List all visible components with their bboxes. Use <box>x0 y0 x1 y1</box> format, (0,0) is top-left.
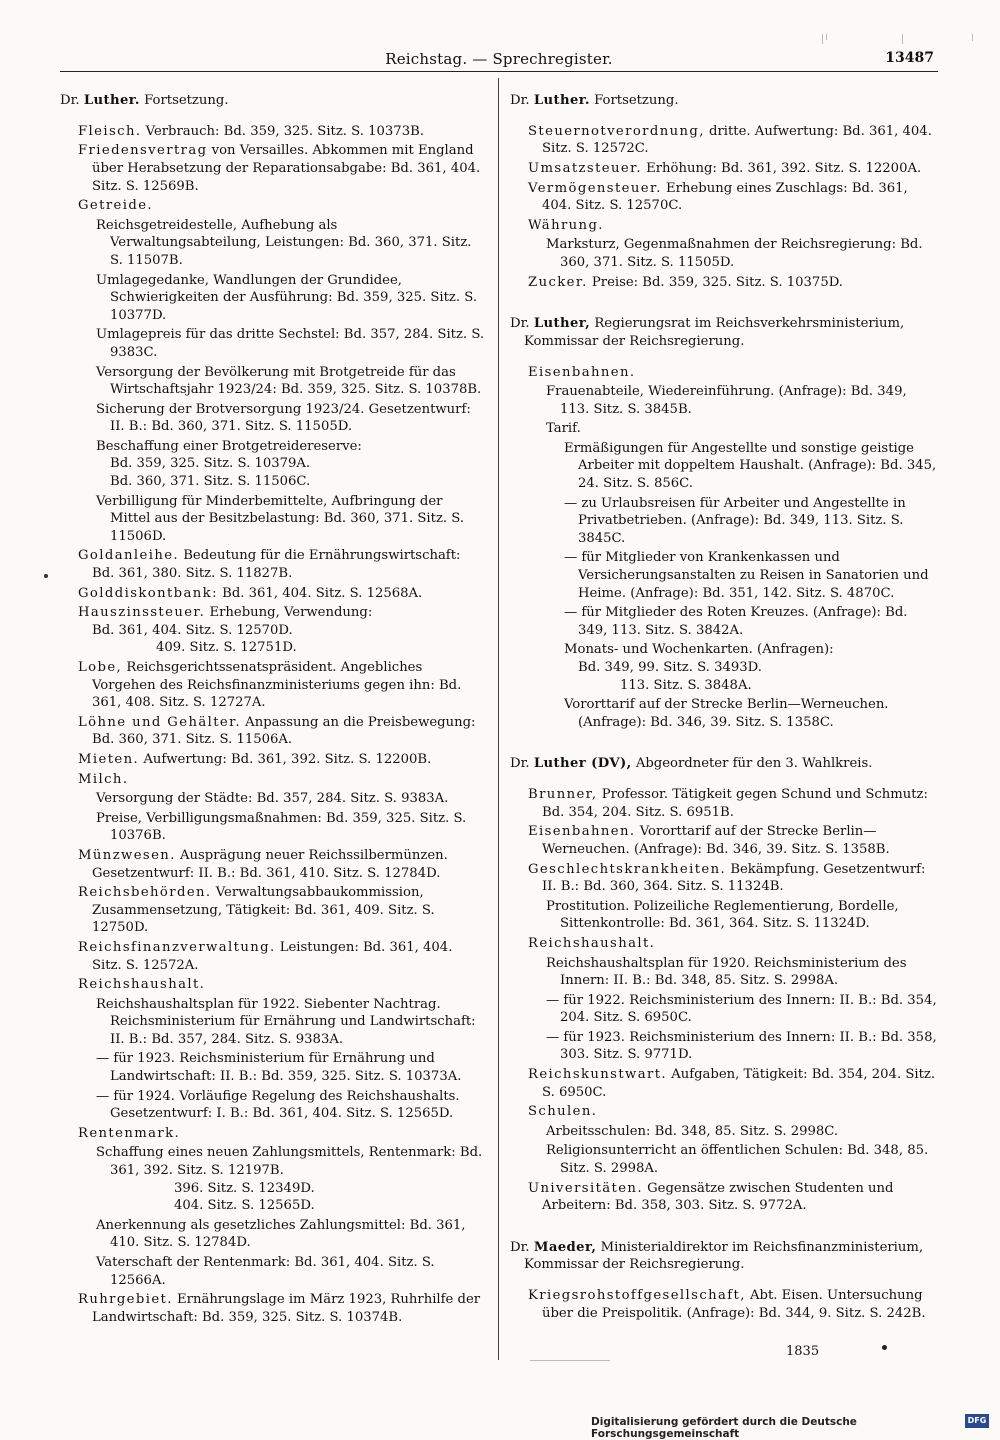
continuation-note: Fortsetzung. <box>594 93 679 108</box>
title-dr: Dr. <box>510 756 530 772</box>
keyword: Fleisch. <box>78 123 142 139</box>
footer-number: 1835 <box>786 1344 820 1359</box>
speaker-name: Luther. <box>533 93 590 108</box>
entry-text: Verbrauch: Bd. 359, 325. Sitz. S. 10373B. <box>145 123 424 139</box>
keyword: Mieten. <box>78 751 140 767</box>
title-dr: Dr. <box>60 93 80 108</box>
entry <box>528 217 938 235</box>
subentry: Prostitution. Polizeiliche Reglementierung, Bordelle, Sittenkontrolle: Bd. 361, 364. Sitz. S. 11324D. <box>546 898 899 932</box>
subentry: — zu Urlaubsreisen für Arbeiter und Angestellte in Privatbetrieben. (Anfrage): Bd. 349, 113. Sitz. S. 3845C. <box>564 495 906 546</box>
reference-line: 113. Sitz. S. 3848A. <box>620 677 752 693</box>
speaker-name: Luther (DV), <box>533 756 632 772</box>
keyword: Hauszinssteuer. <box>78 605 206 621</box>
keyword: Milch. <box>78 771 129 787</box>
keyword: Umsatzsteuer. <box>528 160 642 176</box>
entry-text: Ernährungslage im März 1923, Ruhrhilfe der Landwirtschaft: Bd. 359, 325. Sitz. S. 10374B. <box>92 1292 481 1325</box>
entry-text: Leistungen: Bd. 361, 404. Sitz. S. 12572A. <box>92 939 453 973</box>
subentry: Beschaffung einer Brotgetreidereserve: <box>96 438 362 454</box>
keyword: Goldanleihe. <box>78 548 180 564</box>
entry-text: Aufgaben, Tätigkeit: Bd. 354, 204. Sitz. S. 6950C. <box>542 1067 936 1100</box>
entry <box>78 751 486 769</box>
entry <box>528 123 938 158</box>
entry <box>78 1291 486 1326</box>
right-column <box>510 92 938 1322</box>
keyword: Schulen. <box>528 1104 598 1120</box>
entry <box>528 1287 938 1322</box>
subentry: Versorgung der Bevölkerung mit Brotgetreide für das Wirtschaftsjahr 1923/24: Bd. 359, 325. Sitz. S. 10378B. <box>96 364 482 398</box>
column-divider <box>498 78 499 1360</box>
entry-text: Bd. 361, 404. Sitz. S. 12568A. <box>222 585 423 601</box>
speaker-heading <box>510 92 938 110</box>
keyword: Rentenmark. <box>78 1125 181 1141</box>
entry-text: Professor. Tätigkeit gegen Schund und Schmutz: Bd. 354, 204. Sitz. S. 6951B. <box>542 787 928 820</box>
speaker-name: Luther. <box>83 93 140 108</box>
scan-marks <box>822 34 982 48</box>
subentry: Vororttarif auf der Strecke Berlin—Werneuchen. (Anfrage): Bd. 346, 39. Sitz. S. 1358C. <box>564 697 889 730</box>
subentry-group <box>546 955 938 1065</box>
entry <box>78 123 486 141</box>
entry <box>528 861 938 896</box>
entry <box>78 142 486 195</box>
subentry-group <box>546 236 938 271</box>
subentry-group <box>564 440 938 732</box>
subentry: — für 1923. Reichsministerium für Ernährung und Landwirtschaft: II. B.: Bd. 359, 325. Sitz. S. 10373A. <box>96 1051 462 1085</box>
subentry: Vaterschaft der Rentenmark: Bd. 361, 404. Sitz. S. 12566A. <box>96 1255 435 1288</box>
entry <box>528 1103 938 1121</box>
left-column <box>60 92 486 1326</box>
entry <box>528 786 938 821</box>
entry <box>78 197 486 215</box>
keyword: Eisenbahnen. <box>528 824 636 840</box>
speaker-name: Maeder, <box>533 1239 597 1255</box>
subentry-group <box>96 790 486 845</box>
entry-group <box>78 123 486 1327</box>
speaker-role: Abgeordneter für den 3. Wahlkreis. <box>635 756 873 772</box>
entry <box>78 604 486 622</box>
entry <box>528 1180 938 1215</box>
subentry: — für Mitglieder des Roten Kreuzes. (Anfrage): Bd. 349, 113. Sitz. S. 3842A. <box>564 605 908 638</box>
entry-text: von Versailles. Abkommen mit England über Herabsetzung der Reparationsabgabe: Bd. 361, 404. Sitz. S. 12569B. <box>92 143 481 194</box>
keyword: Getreide. <box>78 198 154 214</box>
subentry-group <box>96 217 486 546</box>
subentry: Anerkennung als gesetzliches Zahlungsmittel: Bd. 361, 410. Sitz. S. 12784D. <box>96 1217 466 1251</box>
subentry: — für Mitglieder von Krankenkassen und Versicherungsanstalten zu Reisen in Sanatorien und Heime. (Anfrage): Bd. 351, 142. Sitz. S. 4870C. <box>564 550 929 601</box>
subentry: Tarif. <box>546 421 581 437</box>
entry-group <box>528 1287 938 1322</box>
subentry-group <box>546 898 938 933</box>
entry-text: Aufwertung: Bd. 361, 392. Sitz. S. 12200B. <box>143 751 432 767</box>
keyword: Kriegsrohstoffgesellschaft, <box>528 1288 746 1304</box>
speaker-role: Regierungsrat im Reichsverkehrsministerium, Kommissar der Reichsregierung. <box>524 316 905 349</box>
entry <box>78 771 486 789</box>
reference-line: 396. Sitz. S. 12349D. <box>174 1180 315 1196</box>
subentry-group <box>96 996 486 1123</box>
speaker-heading <box>60 92 486 110</box>
entry <box>78 659 486 712</box>
entry <box>78 585 486 603</box>
reference-line: Bd. 360, 371. Sitz. S. 11506C. <box>110 474 311 490</box>
continuation-note: Fortsetzung. <box>144 93 229 108</box>
keyword: Brunner, <box>528 787 598 803</box>
keyword: Münzwesen. <box>78 847 176 863</box>
entry-text: Vororttarif auf der Strecke Berlin—Werneuchen. (Anfrage): Bd. 346, 39. Sitz. S. 1358B. <box>542 824 890 857</box>
entry-text: Preise: Bd. 359, 325. Sitz. S. 10375D. <box>591 274 843 290</box>
entry-text: Erhebung, Verwendung: <box>209 605 373 621</box>
title-dr: Dr. <box>510 1239 530 1255</box>
entry-text: Gegensätze zwischen Studenten und Arbeitern: Bd. 358, 303. Sitz. S. 9772A. <box>542 1180 894 1214</box>
keyword: Löhne und Gehälter. <box>78 714 241 730</box>
subentry: Verbilligung für Minderbemittelte, Aufbringung der Mittel aus der Besitzbelastung: Bd. 360, 371. Sitz. S. 11506D. <box>96 493 465 544</box>
speaker-name: Luther, <box>533 316 591 332</box>
entry <box>78 714 486 749</box>
entry-text: Bekämpfung. Gesetzentwurf: II. B.: Bd. 360, 364. Sitz. S. 11324B. <box>542 861 926 895</box>
subentry: Reichshaushaltsplan für 1922. Siebenter Nachtrag. Reichsministerium für Ernährung und Landwirtschaft: II. B.: Bd. 357, 284. Sitz. S. 9383A. <box>96 996 476 1047</box>
keyword: Ruhrgebiet. <box>78 1292 173 1308</box>
entry-group <box>528 786 938 1215</box>
reference-line: Bd. 359, 325. Sitz. S. 10379A. <box>110 456 311 472</box>
entry <box>78 884 486 937</box>
subentry: Monats- und Wochenkarten. (Anfragen): <box>564 642 834 658</box>
subentry: Schaffung eines neuen Zahlungsmittels, Rentenmark: Bd. 361, 392. Sitz. S. 12197B. <box>96 1145 483 1179</box>
subentry: — für 1924. Vorläufige Regelung des Reichshaushalts. Gesetzentwurf: I. B.: Bd. 361, 404. Sitz. S. 12565D. <box>96 1088 460 1122</box>
keyword: Reichsfinanzverwaltung. <box>78 939 276 955</box>
keyword: Eisenbahnen. <box>528 364 636 380</box>
subentry: Ermäßigungen für Angestellte und sonstige geistige Arbeiter mit doppeltem Haushalt. (Anfrage): Bd. 345, 24. Sitz. S. 856C. <box>564 440 937 492</box>
entry-text: Ausprägung neuer Reichssilbermünzen. Gesetzentwurf: II. B.: Bd. 361, 410. Sitz. S. 12784D. <box>92 847 448 881</box>
entry <box>528 1066 938 1101</box>
keyword: Reichskunstwart. <box>528 1067 667 1083</box>
entry-text: Abt. Eisen. Untersuchung über die Preispolitik. (Anfrage): Bd. 344, 9. Sitz. S. 242B. <box>542 1288 926 1321</box>
digitization-credit: Digitalisierung gefördert durch die Deutsche Forschungsgemeinschaft <box>591 1416 857 1440</box>
entry-text: dritte. Aufwertung: Bd. 361, 404. Sitz. S. 12572C. <box>542 123 932 157</box>
keyword: Reichshaushalt. <box>78 977 206 993</box>
entry-text: Verwaltungsabbaukommission, Zusammensetzung, Tätigkeit: Bd. 361, 409. Sitz. S. 12750D. <box>92 885 435 936</box>
entry-text: Erhöhung: Bd. 361, 392. Sitz. S. 12200A. <box>646 160 922 176</box>
entry-group <box>528 123 938 291</box>
entry <box>528 180 938 215</box>
title-dr: Dr. <box>510 316 530 332</box>
scan-dot <box>44 574 48 578</box>
keyword: Geschlechtskrankheiten. <box>528 861 727 877</box>
reference-line: Bd. 349, 99. Sitz. S. 3493D. <box>578 660 762 675</box>
scan-smudge <box>530 1360 610 1361</box>
subentry: Umlagegedanke, Wandlungen der Grundidee, Schwierigkeiten der Ausführung: Bd. 359, 325. Sitz. S. 10377D. <box>96 272 478 323</box>
entry <box>528 274 938 292</box>
keyword: Reichshaushalt. <box>528 935 656 951</box>
speaker-role: Ministerialdirektor im Reichsfinanzministerium, Kommissar der Reichsregierung. <box>524 1239 924 1273</box>
subentry: Religionsunterricht an öffentlichen Schulen: Bd. 348, 85. Sitz. S. 2998A. <box>546 1143 929 1177</box>
entry <box>78 547 486 582</box>
subentry: — für 1922. Reichsministerium des Innern: II. B.: Bd. 354, 204. Sitz. S. 6950C. <box>546 992 937 1026</box>
keyword: Reichsbehörden. <box>78 885 212 901</box>
keyword: Steuernotverordnung, <box>528 123 705 139</box>
entry <box>528 364 938 382</box>
subentry-group <box>546 383 938 731</box>
reference-line: 404. Sitz. S. 12565D. <box>174 1198 315 1214</box>
page-number: 13487 <box>885 50 934 66</box>
running-title: Reichstag. — Sprechregister. <box>385 50 613 68</box>
subentry: Preise, Verbilligungsmaßnahmen: Bd. 359, 325. Sitz. S. 10376B. <box>96 810 467 844</box>
keyword: Zucker. <box>528 274 588 290</box>
entry-text: Anpassung an die Preisbewegung: Bd. 360, 371. Sitz. S. 11506A. <box>92 714 476 748</box>
keyword: Vermögensteuer. <box>528 180 662 196</box>
page-header <box>60 45 938 72</box>
keyword: Friedensvertrag <box>78 143 208 159</box>
subentry: Reichsgetreidestelle, Aufhebung als Verwaltungsabteilung, Leistungen: Bd. 360, 371. Sitz. S. 11507B. <box>96 217 472 268</box>
entry <box>78 1125 486 1143</box>
reference-line: 409. Sitz. S. 12751D. <box>156 640 297 656</box>
subentry: Versorgung der Städte: Bd. 357, 284. Sitz. S. 9383A. <box>96 791 449 807</box>
keyword: Golddiskontbank: <box>78 585 218 601</box>
subentry-group <box>546 1123 938 1178</box>
entry-group <box>528 364 938 732</box>
entry-text: Erhebung eines Zuschlags: Bd. 361, 404. Sitz. S. 12570C. <box>542 180 908 214</box>
bullet-dot <box>882 1345 887 1350</box>
entry <box>528 823 938 858</box>
subentry: Frauenabteile, Wiedereinführung. (Anfrage): Bd. 349, 113. Sitz. S. 3845B. <box>546 384 907 417</box>
entry <box>528 935 938 953</box>
entry <box>528 160 938 178</box>
subentry: — für 1923. Reichsministerium des Innern: II. B.: Bd. 358, 303. Sitz. S. 9771D. <box>546 1029 937 1063</box>
keyword: Universitäten. <box>528 1180 643 1196</box>
speaker-heading <box>510 1239 938 1274</box>
subentry: Umlagepreis für das dritte Sechstel: Bd. 357, 284. Sitz. S. 9383C. <box>96 327 485 360</box>
subentry: Marksturz, Gegenmaßnahmen der Reichsregierung: Bd. 360, 371. Sitz. S. 11505D. <box>546 237 923 270</box>
keyword: Lobe, <box>78 660 123 675</box>
entry <box>78 847 486 882</box>
entry <box>78 976 486 994</box>
speaker-heading <box>510 755 938 773</box>
dfg-logo-icon: DFG <box>965 1414 989 1428</box>
speaker-heading <box>510 315 938 350</box>
subentry: Reichshaushaltsplan für 1920. Reichsministerium des Innern: II. B.: Bd. 348, 85. Sitz. S. 2998A. <box>546 955 907 989</box>
entry-text: Bedeutung für die Ernährungswirtschaft: Bd. 361, 380. Sitz. S. 11827B. <box>92 548 461 582</box>
entry-text: Reichsgerichtssenatspräsident. Angebliches Vorgehen des Reichsfinanzministeriums gegen ihn: Bd. 361, 408. Sitz. S. 12727A. <box>92 660 462 711</box>
subentry: Sicherung der Brotversorgung 1923/24. Gesetzentwurf: II. B.: Bd. 360, 371. Sitz. S. 11505D. <box>96 401 471 435</box>
keyword: Währung. <box>528 217 604 233</box>
subentry-group <box>96 1144 486 1289</box>
title-dr: Dr. <box>510 93 530 108</box>
reference-line: Bd. 361, 404. Sitz. S. 12570D. <box>92 622 293 638</box>
subentry: Arbeitsschulen: Bd. 348, 85. Sitz. S. 2998C. <box>546 1123 839 1139</box>
entry <box>78 939 486 974</box>
